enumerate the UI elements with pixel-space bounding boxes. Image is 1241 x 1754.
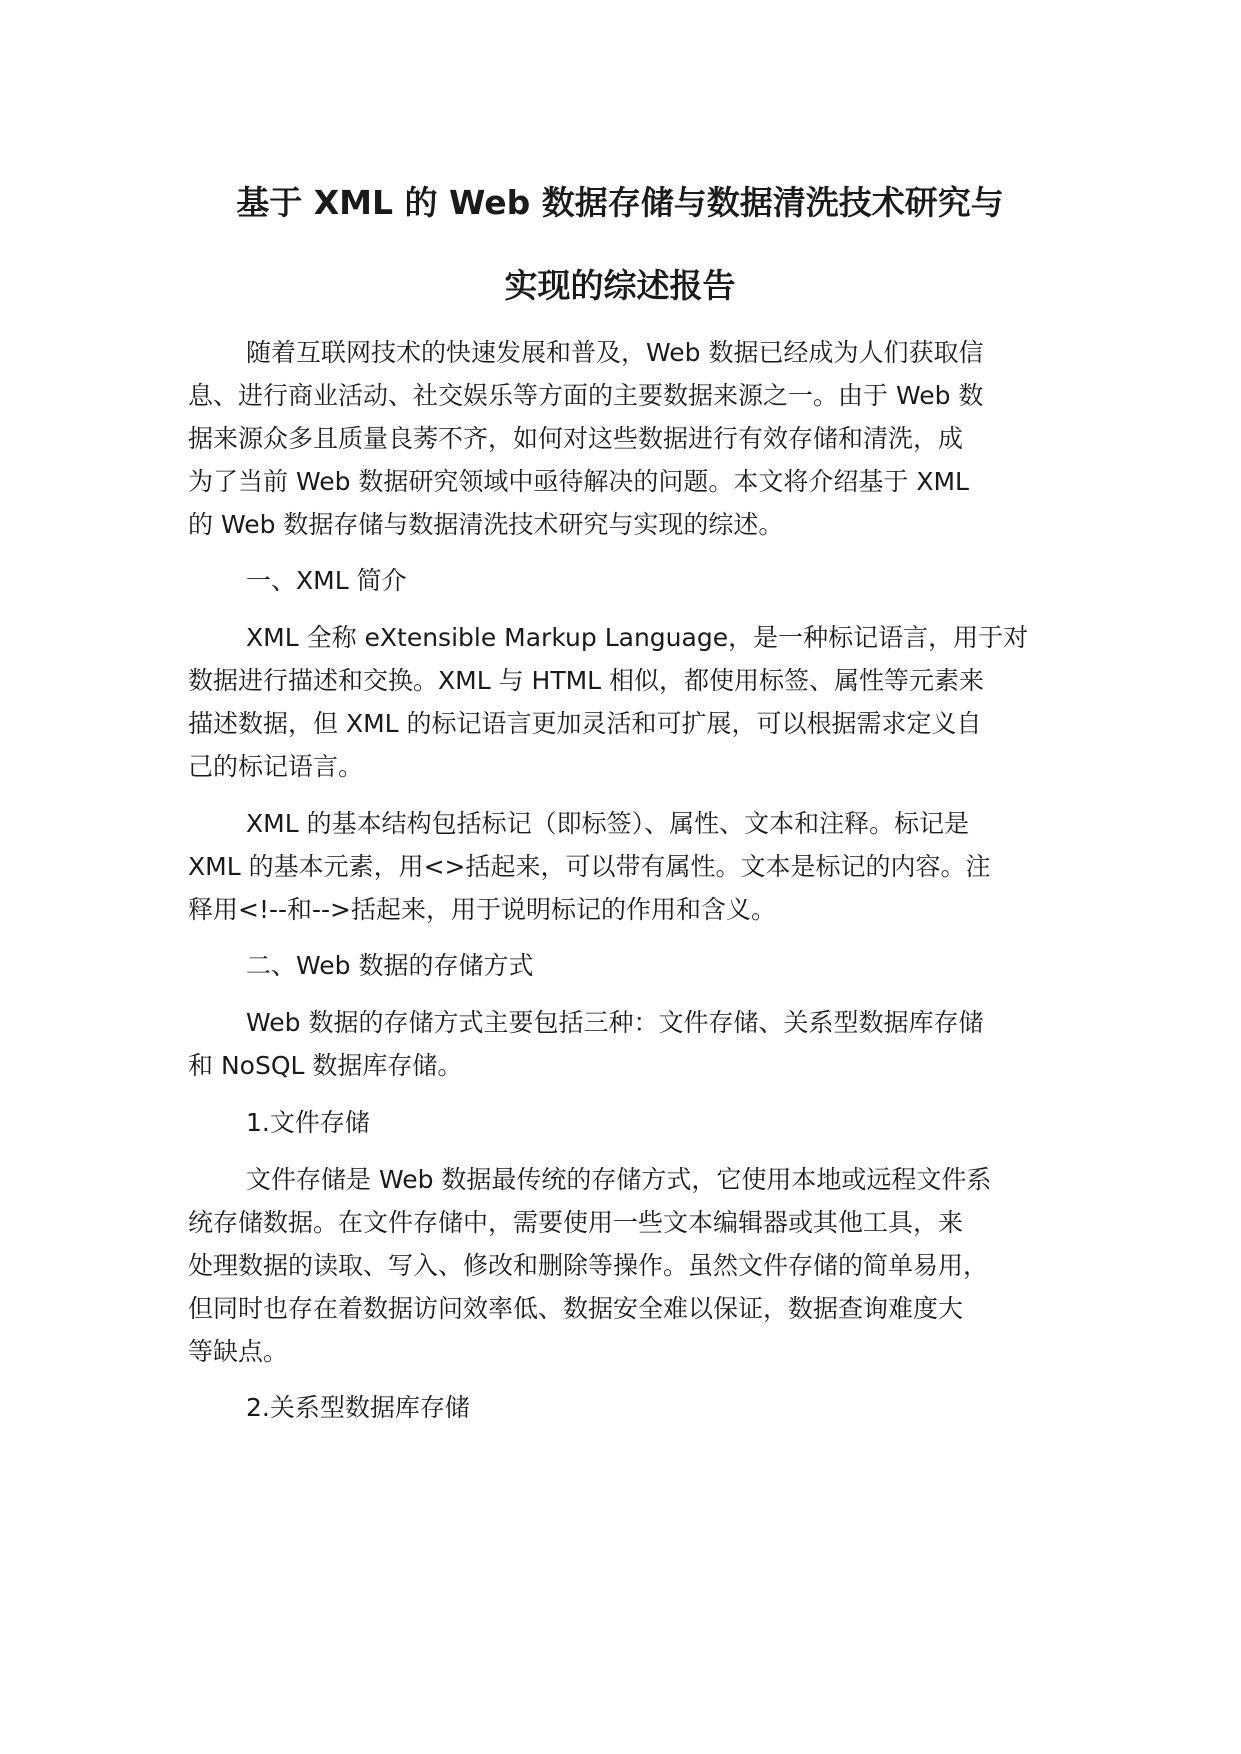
document-title-line-2: 实现的综述报告	[504, 266, 736, 305]
subsection-heading: 1.文件存储	[246, 1108, 370, 1137]
paragraph-line: 为了当前 Web 数据研究领域中亟待解决的问题。本文将介绍基于 XML	[188, 467, 969, 496]
document-title-line-1: 基于 XML 的 Web 数据存储与数据清洗技术研究与	[236, 183, 1004, 222]
paragraph-line: 等缺点。	[188, 1337, 289, 1366]
section-heading: 二、Web 数据的存储方式	[246, 951, 534, 980]
paragraph-line: Web 数据的存储方式主要包括三种：文件存储、关系型数据库存储	[246, 1008, 984, 1037]
paragraph-line: 据来源众多且质量良莠不齐，如何对这些数据进行有效存储和清洗，成	[188, 424, 964, 453]
paragraph-line: 但同时也存在着数据访问效率低、数据安全难以保证，数据查询难度大	[188, 1294, 964, 1323]
paragraph-line: 和 NoSQL 数据库存储。	[188, 1051, 463, 1080]
paragraph-line: 描述数据，但 XML 的标记语言更加灵活和可扩展，可以根据需求定义自	[188, 709, 982, 738]
paragraph-line: 随着互联网技术的快速发展和普及，Web 数据已经成为人们获取信	[246, 338, 984, 367]
paragraph-line: XML 的基本元素，用<>括起来，可以带有属性。文本是标记的内容。注	[188, 852, 991, 881]
paragraph-line: 息、进行商业活动、社交娱乐等方面的主要数据来源之一。由于 Web 数	[188, 381, 984, 410]
paragraph-line: XML 全称 eXtensible Markup Language，是一种标记语言，用于对	[246, 623, 1029, 652]
paragraph-line: 文件存储是 Web 数据最传统的存储方式，它使用本地或远程文件系	[246, 1165, 992, 1194]
paragraph-line: 数据进行描述和交换。XML 与 HTML 相似，都使用标签、属性等元素来	[188, 666, 985, 695]
paragraph-line: 的 Web 数据存储与数据清洗技术研究与实现的综述。	[188, 510, 784, 539]
section-heading: 一、XML 简介	[246, 566, 407, 595]
paragraph-line: 处理数据的读取、写入、修改和删除等操作。虽然文件存储的简单易用，	[188, 1251, 989, 1280]
paragraph-line: 己的标记语言。	[188, 752, 364, 781]
subsection-heading: 2.关系型数据库存储	[246, 1393, 470, 1422]
paragraph-line: 统存储数据。在文件存储中，需要使用一些文本编辑器或其他工具，来	[188, 1208, 964, 1237]
paragraph-line: XML 的基本结构包括标记（即标签）、属性、文本和注释。标记是	[246, 809, 970, 838]
paragraph-line: 释用<!--和-->括起来，用于说明标记的作用和含义。	[188, 895, 777, 924]
